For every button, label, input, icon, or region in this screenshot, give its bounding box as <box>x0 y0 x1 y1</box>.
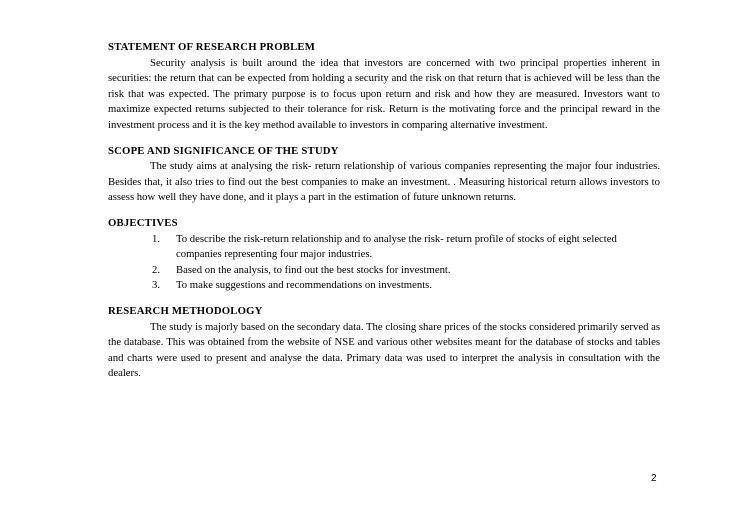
list-item-text: To describe the risk-return relationship and to analyse the risk- return profile of stocks of eight selected companies representing four major industries. <box>176 232 617 261</box>
list-item <box>108 278 660 294</box>
objectives-list <box>108 232 660 294</box>
list-item-number: 1. <box>152 232 161 245</box>
list-item <box>108 263 660 279</box>
section-methodology <box>108 304 660 382</box>
section-heading: RESEARCH METHODOLOGY <box>108 304 263 317</box>
section-research-problem <box>108 40 660 134</box>
section-heading: OBJECTIVES <box>108 216 178 229</box>
document-page <box>108 40 660 392</box>
list-item-text: To make suggestions and recommendations on investments. <box>176 279 433 292</box>
page-number: 2 <box>651 473 657 484</box>
section-scope <box>108 144 660 206</box>
list-item-number: 2. <box>152 263 161 276</box>
section-heading: STATEMENT OF RESEARCH PROBLEM <box>108 41 316 53</box>
section-paragraph: The study is majorly based on the secondary data. The closing share prices of the stocks considered primarily served as the database. This was obtained from the website of NSE and various other websites meant for the database of stocks and tables and charts were used to present and analyse the data. Primary data was used to interpret the analysis in consultation with the dealers. <box>108 320 660 380</box>
list-item-text: Based on the analysis, to find out the best stocks for investment. <box>176 263 451 276</box>
section-heading: SCOPE AND SIGNIFICANCE OF THE STUDY <box>108 144 339 157</box>
section-objectives <box>108 216 660 294</box>
list-item-number: 3. <box>152 279 161 292</box>
section-paragraph: Security analysis is built around the idea that investors are concerned with two principal properties inherent in securities: the return that can be expected from holding a security and the risk on that return that is achieved will be less than the risk that was expected. The primary purpose is to focus upon return and risk and how they are measured. Investors want to maximize expected returns subjected to their tolerance for risk. Return is the motivating force and the principal reward in the investment process and it is the key method available to investors in comparing alternative investment. <box>108 56 660 131</box>
list-item <box>108 232 660 263</box>
section-paragraph: The study aims at analysing the risk- return relationship of various companies representing the major four industries. Besides that, it also tries to find out the best companies to make an investment. . Measuring historical return allows investors to assess how well they have done, and it plays a part in the estimation of future unknown returns. <box>108 160 660 204</box>
